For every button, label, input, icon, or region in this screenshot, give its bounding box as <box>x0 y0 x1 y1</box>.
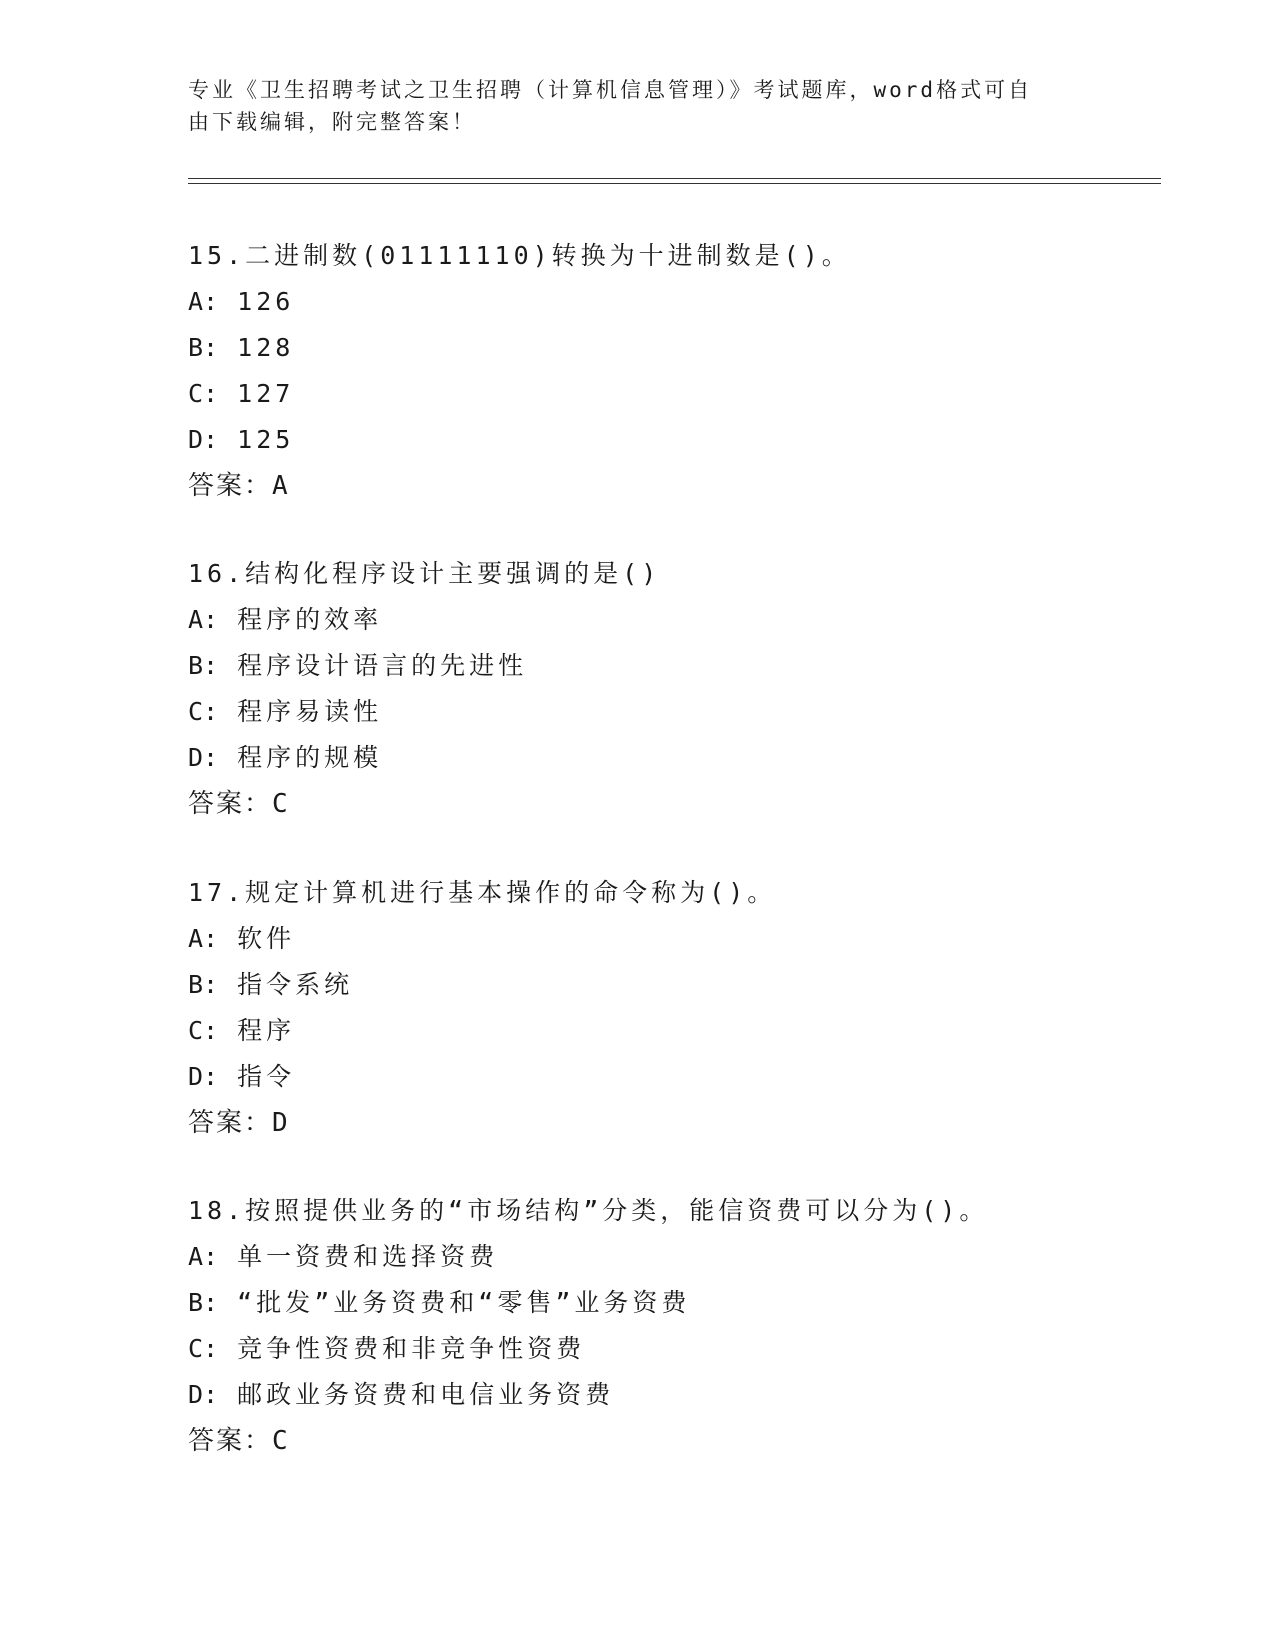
option-key: B: <box>188 651 219 680</box>
option-d <box>188 1372 1188 1418</box>
option-a <box>188 916 1188 962</box>
option-c <box>188 689 1188 735</box>
answer-label: 答案： <box>188 471 273 501</box>
header-line-1: 专业《卫生招聘考试之卫生招聘（计算机信息管理）》考试题库，word格式可自 <box>188 78 1033 102</box>
answer-label: 答案： <box>188 789 273 819</box>
option-key: A: <box>188 287 219 316</box>
option-key: D: <box>188 425 219 454</box>
header-line-2: 由下载编辑，附完整答案！ <box>188 110 476 134</box>
question-block <box>188 551 1188 827</box>
option-text: 单一资费和选择资费 <box>237 1242 499 1271</box>
option-a <box>188 597 1188 643</box>
option-key: C: <box>188 1334 219 1363</box>
question-block <box>188 233 1188 509</box>
answer-label: 答案： <box>188 1426 273 1456</box>
option-text: 指令 <box>237 1062 296 1091</box>
option-key: B: <box>188 1288 219 1317</box>
answer-value: C <box>272 1426 290 1456</box>
question-block <box>188 1188 1188 1464</box>
option-key: C: <box>188 379 219 408</box>
option-key: A: <box>188 1242 219 1271</box>
option-key: C: <box>188 697 219 726</box>
option-text: 邮政业务资费和电信业务资费 <box>237 1380 615 1409</box>
option-c <box>188 371 1188 417</box>
answer-line <box>188 1418 1188 1464</box>
option-key: C: <box>188 1016 219 1045</box>
option-text: “批发”业务资费和“零售”业务资费 <box>237 1288 691 1317</box>
question-block <box>188 870 1188 1146</box>
header-divider-bottom <box>188 183 1161 184</box>
option-key: A: <box>188 924 219 953</box>
answer-value: C <box>272 789 290 819</box>
answer-line <box>188 1100 1188 1146</box>
option-c <box>188 1008 1188 1054</box>
option-d <box>188 417 1188 463</box>
option-b <box>188 1280 1188 1326</box>
option-c <box>188 1326 1188 1372</box>
question-stem: 18.按照提供业务的“市场结构”分类，能信资费可以分为()。 <box>188 1196 989 1225</box>
option-text: 125 <box>237 425 295 454</box>
option-key: D: <box>188 1062 219 1091</box>
option-text: 程序的效率 <box>237 605 383 634</box>
document-header <box>188 74 1088 138</box>
answer-line <box>188 463 1188 509</box>
option-text: 程序的规模 <box>237 743 383 772</box>
answer-value: A <box>272 471 290 501</box>
option-text: 127 <box>237 379 295 408</box>
option-key: A: <box>188 605 219 634</box>
option-text: 指令系统 <box>237 970 354 999</box>
option-text: 竞争性资费和非竞争性资费 <box>237 1334 586 1363</box>
option-key: D: <box>188 743 219 772</box>
option-a <box>188 1234 1188 1280</box>
option-text: 程序易读性 <box>237 697 383 726</box>
option-b <box>188 325 1188 371</box>
option-b <box>188 962 1188 1008</box>
option-text: 126 <box>237 287 295 316</box>
option-d <box>188 735 1188 781</box>
header-divider-top <box>188 178 1161 179</box>
option-key: B: <box>188 970 219 999</box>
question-stem: 15.二进制数(01111110)转换为十进制数是()。 <box>188 241 851 270</box>
option-b <box>188 643 1188 689</box>
answer-line <box>188 781 1188 827</box>
answer-value: D <box>272 1108 290 1138</box>
option-text: 128 <box>237 333 295 362</box>
option-key: D: <box>188 1380 219 1409</box>
question-stem: 16.结构化程序设计主要强调的是() <box>188 559 661 588</box>
answer-label: 答案： <box>188 1108 273 1138</box>
option-key: B: <box>188 333 219 362</box>
option-text: 软件 <box>237 924 296 953</box>
question-stem: 17.规定计算机进行基本操作的命令称为()。 <box>188 878 777 907</box>
option-text: 程序设计语言的先进性 <box>237 651 528 680</box>
option-text: 程序 <box>237 1016 296 1045</box>
option-a <box>188 279 1188 325</box>
option-d <box>188 1054 1188 1100</box>
